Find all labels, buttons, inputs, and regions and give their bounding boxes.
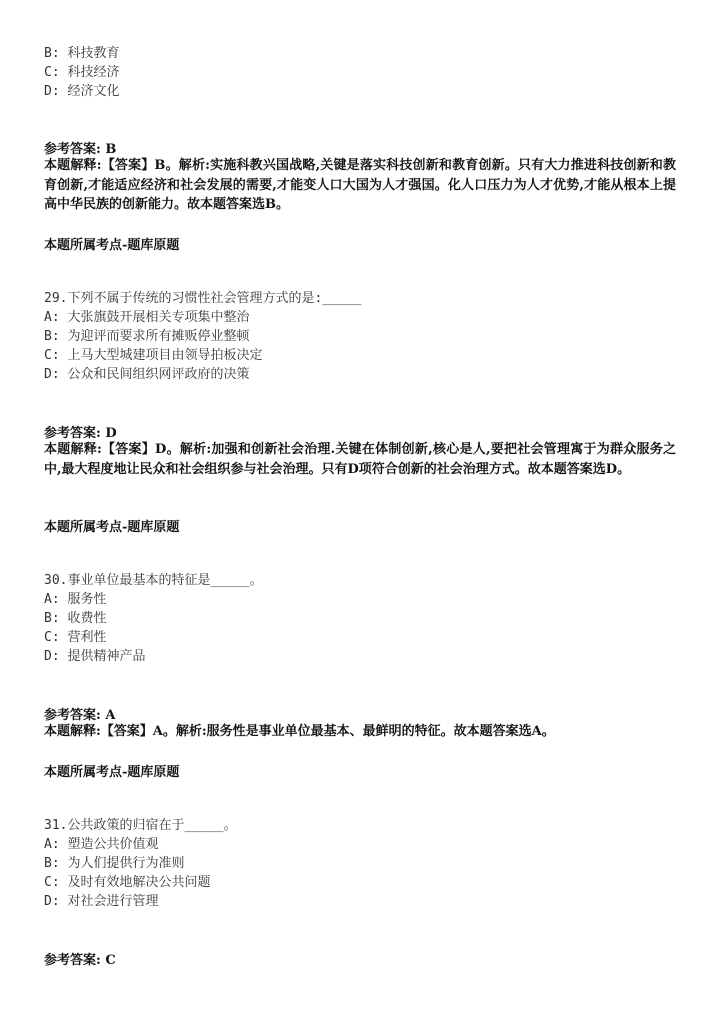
option-c: C: 营利性 xyxy=(44,630,107,645)
option-d: D: 对社会进行管理 xyxy=(44,894,159,909)
option-a: A: 大张旗鼓开展相关专项集中整治 xyxy=(44,310,250,325)
option-c: C: 上马大型城建项目由领导拍板决定 xyxy=(44,348,263,363)
option-a: A: 塑造公共价值观 xyxy=(44,837,159,852)
question-31: 31.公共政策的归宿在于_____。 xyxy=(44,818,237,833)
source-note: 本题所属考点-题库原题 xyxy=(44,765,180,780)
option-d: D: 公众和民间组织网评政府的决策 xyxy=(44,367,250,382)
source-note: 本题所属考点-题库原题 xyxy=(44,520,180,535)
question-30: 30.事业单位最基本的特征是_____。 xyxy=(44,573,263,588)
answer-line: 参考答案: D xyxy=(44,426,117,441)
option-b: B: 为人们提供行为准则 xyxy=(44,856,185,871)
option-d: D: 提供精神产品 xyxy=(44,649,146,664)
answer-line: 参考答案: B xyxy=(44,142,117,157)
option-c: C: 及时有效地解决公共问题 xyxy=(44,875,211,890)
question-29: 29.下列不属于传统的习惯性社会管理方式的是:_____ xyxy=(44,291,362,306)
option-c: C: 科技经济 xyxy=(44,65,120,80)
option-b: B: 收费性 xyxy=(44,611,107,626)
option-a: A: 服务性 xyxy=(44,592,107,607)
option-d: D: 经济文化 xyxy=(44,84,120,99)
option-b: B: 为迎评而要求所有摊贩停业整顿 xyxy=(44,329,250,344)
source-note: 本题所属考点-题库原题 xyxy=(44,238,180,253)
option-b: B: 科技教育 xyxy=(44,46,120,61)
answer-line: 参考答案: C xyxy=(44,953,116,968)
explanation: 本题解释:【答案】A。解析:服务性是事业单位最基本、最鲜明的特征。故本题答案选A。 xyxy=(44,724,555,739)
explanation: 本题解释:【答案】D。解析:加强和创新社会治理.关键在体制创新,核心是人,要把社会管理寓于为群众服务之中,最大程度地让民众和社会组织参与社会治理。只有D项符合创新的社会治理方式。故本题答案选D。 xyxy=(44,442,676,477)
explanation: 本题解释:【答案】B。解析:实施科教兴国战略,关键是落实科技创新和教育创新。只有大力推进科技创新和教育创新,才能适应经济和社会发展的需要,才能变人口大国为人才强国。化人口压力为人才优势,才能从根本上提高中华民族的创新能力。故本题答案选B。 xyxy=(44,158,676,212)
answer-line: 参考答案: A xyxy=(44,708,116,723)
